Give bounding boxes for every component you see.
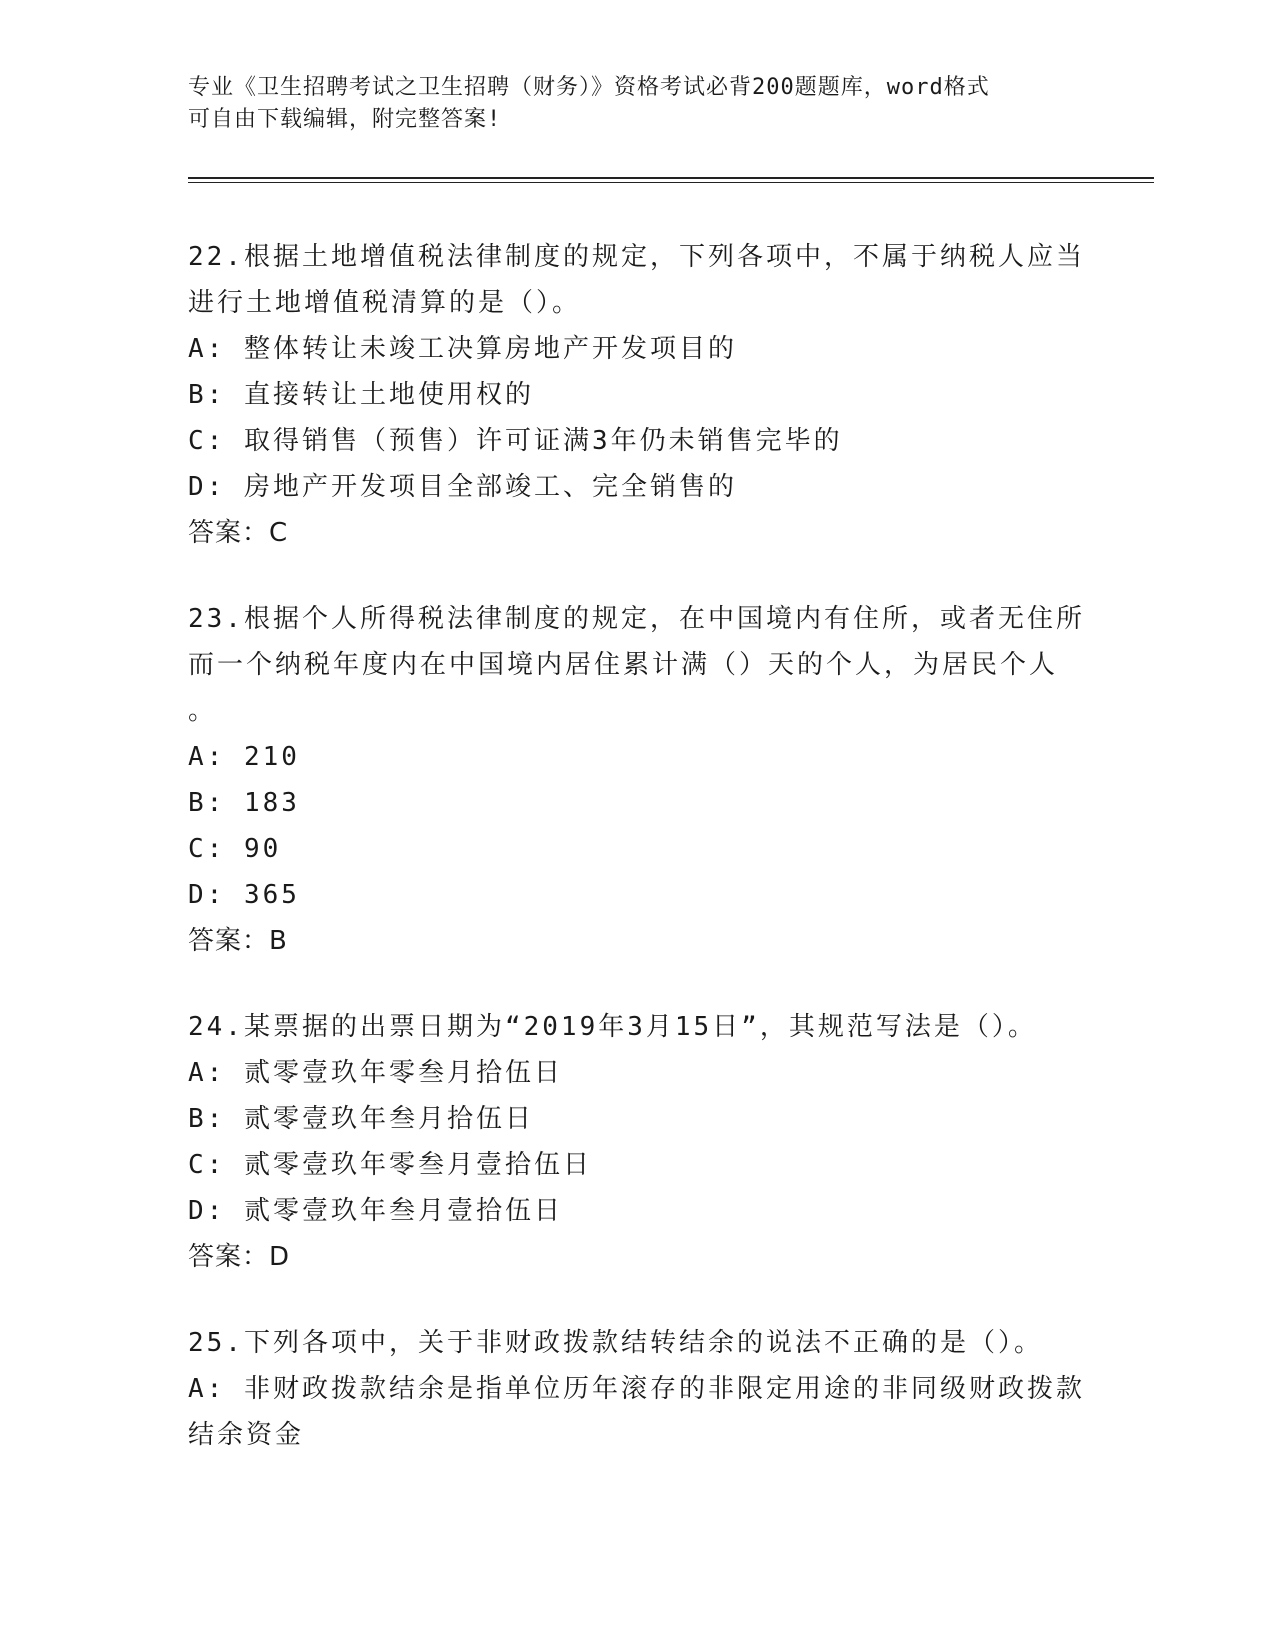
option-d: D: 365 [188,880,300,910]
header-divider-thin [188,182,1154,183]
option-c: C: 贰零壹玖年零叁月壹拾伍日 [188,1150,592,1180]
option-b: B: 贰零壹玖年叁月拾伍日 [188,1104,534,1134]
question-list [188,234,1088,1498]
question-22 [188,234,1088,556]
question-24 [188,1004,1088,1280]
question-stem: 24.某票据的出票日期为“2019年3月15日”，其规范写法是（）。 [188,1012,1037,1042]
option-b: B: 直接转让土地使用权的 [188,380,534,410]
option-a: A: 贰零壹玖年零叁月拾伍日 [188,1058,563,1088]
header-title-line-2: 可自由下载编辑，附完整答案! [188,107,502,132]
option-a: A: 整体转让未竣工决算房地产开发项目的 [188,334,737,364]
answer-line: 答案：B [188,926,288,956]
option-d: D: 贰零壹玖年叁月壹拾伍日 [188,1196,563,1226]
question-23 [188,596,1088,964]
question-stem-continued: 而一个纳税年度内在中国境内居住累计满（）天的个人，为居民个人 [188,650,1059,680]
question-stem-continued: 进行土地增值税清算的是（）。 [188,288,582,318]
option-a-continued: 结余资金 [188,1420,305,1450]
option-a: A: 非财政拨款结余是指单位历年滚存的非限定用途的非同级财政拨款 [188,1374,1085,1404]
option-b: B: 183 [188,788,300,818]
question-stem: 25.下列各项中，关于非财政拨款结转结余的说法不正确的是（）。 [188,1328,1043,1358]
option-d: D: 房地产开发项目全部竣工、完全销售的 [188,472,737,502]
document-header [188,72,1078,136]
answer-line: 答案：C [188,518,289,548]
question-stem: 23.根据个人所得税法律制度的规定，在中国境内有住所，或者无住所 [188,604,1085,634]
question-25 [188,1320,1088,1458]
header-title-line-1: 专业《卫生招聘考试之卫生招聘（财务）》资格考试必背200题题库，word格式 [188,75,990,100]
question-stem-period: 。 [188,696,218,726]
question-stem: 22.根据土地增值税法律制度的规定，下列各项中，不属于纳税人应当 [188,242,1085,272]
answer-line: 答案：D [188,1242,291,1272]
option-a: A: 210 [188,742,300,772]
header-divider-thick [188,177,1154,179]
option-c: C: 取得销售（预售）许可证满3年仍未销售完毕的 [188,426,843,456]
option-c: C: 90 [188,834,282,864]
